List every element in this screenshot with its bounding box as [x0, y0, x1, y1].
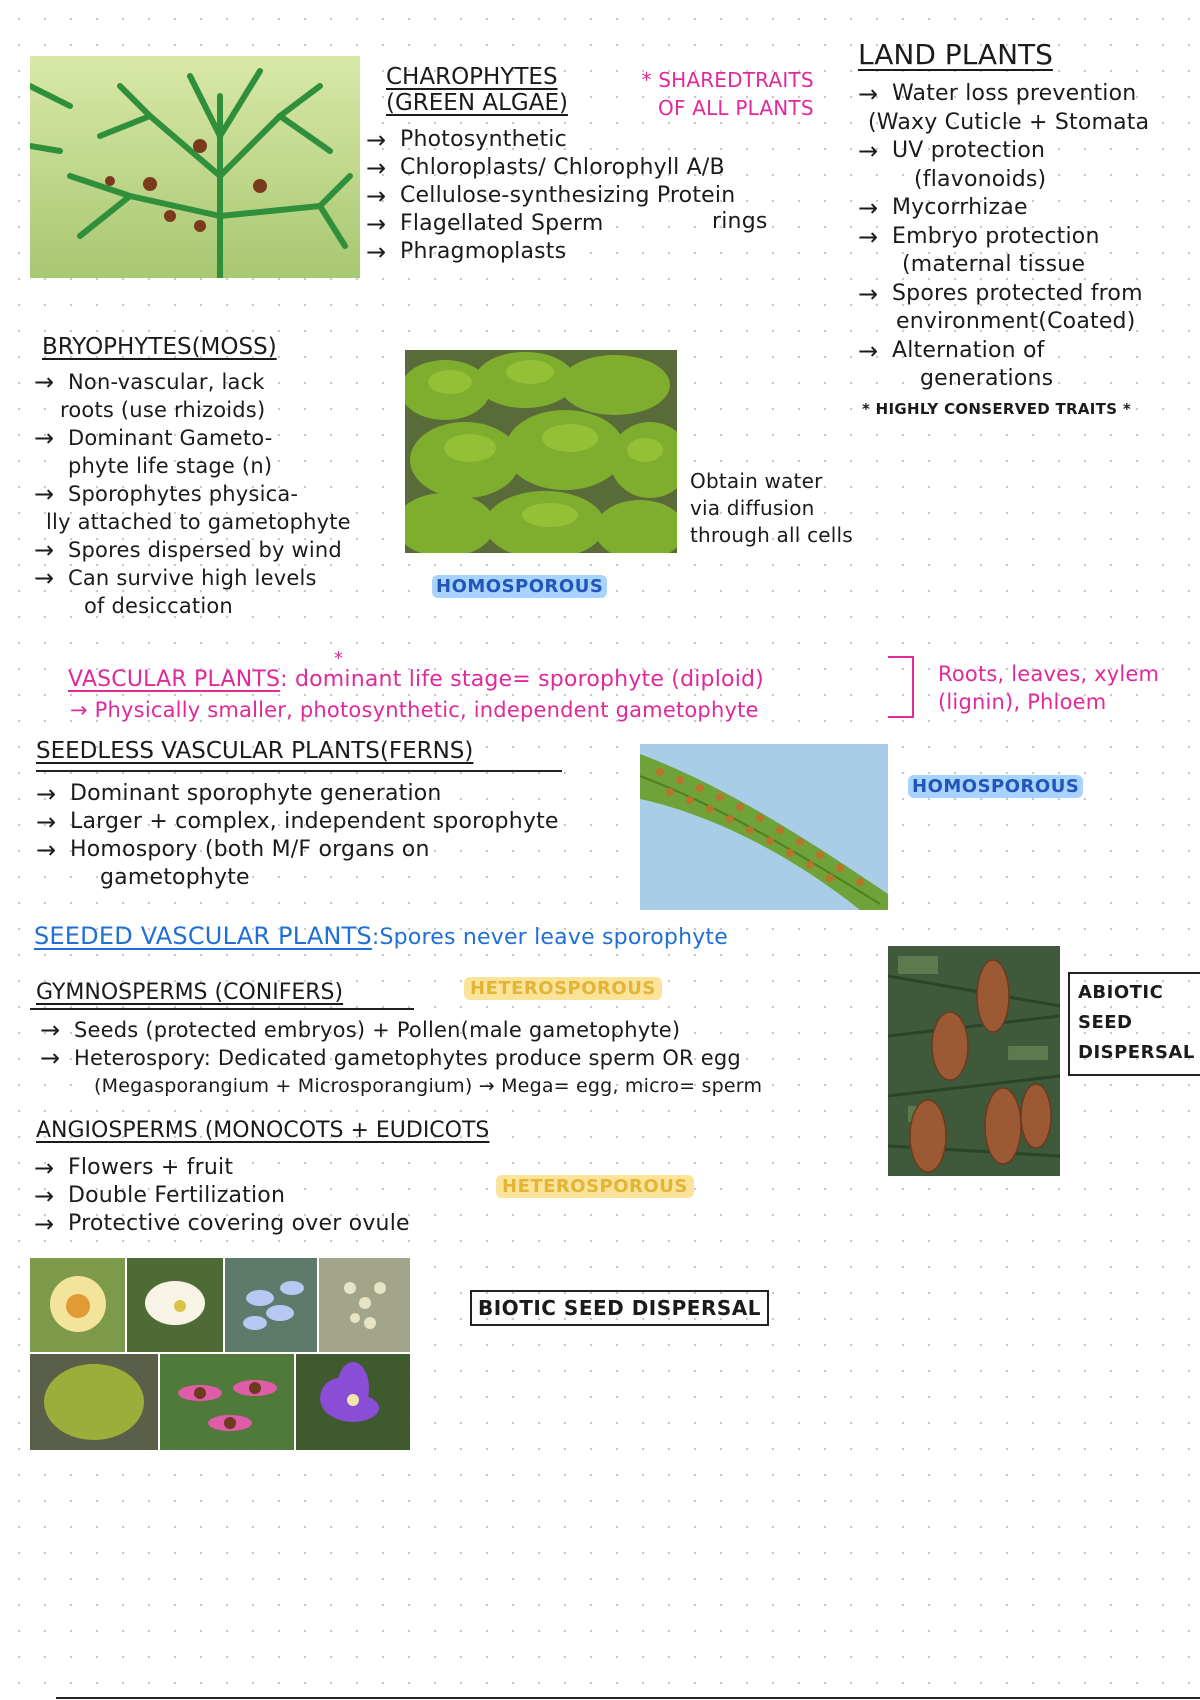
vascular-plants-heading: VASCULAR PLANTS: dominant life stage= sporophyte (diploid)	[68, 667, 764, 692]
list-item: → Photosynthetic	[366, 126, 735, 154]
shared-traits-label: * SHAREDTRAITS OF ALL PLANTS	[641, 68, 814, 120]
vascular-side-note: Roots, leaves, xylem (lignin), Phloem	[938, 662, 1160, 714]
charophyte-photo	[30, 56, 360, 278]
list-item: (flavonoids)	[914, 166, 1047, 192]
gymnosperms-title: GYMNOSPERMS (CONIFERS)	[36, 980, 344, 1005]
abiotic-dispersal-box: ABIOTIC SEED DISPERSAL	[1068, 972, 1200, 1076]
bryophytes-spore-tag: HOMOSPOROUS	[432, 576, 607, 597]
angiosperms-title: ANGIOSPERMS (MONOCOTS + EUDICOTS	[36, 1118, 490, 1143]
page-bottom-rule	[56, 1697, 1200, 1699]
list-item: → Double Fertilization	[34, 1182, 410, 1210]
asterisk-mark: *	[334, 648, 343, 669]
ferns-list	[36, 780, 559, 892]
list-item: → Chloroplasts/ Chlorophyll A/B	[366, 154, 735, 182]
biotic-dispersal-box: BIOTIC SEED DISPERSAL	[470, 1290, 769, 1326]
bryophytes-list	[34, 368, 351, 620]
list-item: → Protective covering over ovule	[34, 1210, 410, 1238]
list-item: → Phragmoplasts	[366, 238, 735, 266]
ferns-title: SEEDLESS VASCULAR PLANTS(FERNS)	[36, 738, 474, 764]
list-item: (Waxy Cuticle + Stomata	[868, 109, 1150, 135]
list-item: → Larger + complex, independent sporophyte	[36, 808, 559, 836]
charophytes-list	[366, 126, 735, 266]
angiosperms-list	[34, 1154, 410, 1238]
list-item: → Water loss prevention	[858, 80, 1149, 109]
conserved-traits-footnote: * HIGHLY CONSERVED TRAITS *	[862, 400, 1131, 418]
gymnosperms-title-underline	[30, 1008, 414, 1010]
list-item: (Megasporangium + Microsporangium) → Mega= egg, micro= sperm	[94, 1075, 763, 1097]
list-item: (maternal tissue	[902, 252, 1086, 277]
charophytes-title: CHAROPHYTES (GREEN ALGAE)	[386, 64, 568, 116]
list-item: gametophyte	[100, 865, 250, 890]
ferns-spore-tag: HOMOSPOROUS	[908, 776, 1083, 797]
list-item: → Flagellated Sperm	[366, 210, 735, 238]
list-item: environment(Coated)	[896, 309, 1136, 334]
seeded-vascular-heading: SEEDED VASCULAR PLANTS:Spores never leave sporophyte	[34, 922, 728, 950]
gymnosperms-spore-tag: HETEROSPOROUS	[464, 978, 662, 999]
arrow-icon: →	[70, 698, 95, 722]
vascular-plants-line2: → Physically smaller, photosynthetic, independent gametophyte	[70, 698, 759, 722]
list-item: → Dominant Gameto-	[34, 424, 351, 452]
fern-photo	[640, 744, 888, 910]
list-item: → Cellulose-synthesizing Protein	[366, 182, 735, 210]
gymnosperms-list	[40, 1016, 762, 1100]
list-item: → Spores dispersed by wind	[34, 536, 351, 564]
pinecone-photo	[888, 946, 1060, 1176]
ferns-title-underline	[36, 770, 562, 772]
land-plants-title: LAND PLANTS	[858, 38, 1053, 71]
list-item: → Seeds (protected embryos) + Pollen(male gametophyte)	[40, 1016, 762, 1044]
water-diffusion-note: Obtain water via diffusion through all cells	[690, 469, 853, 547]
flowers-photo-grid	[30, 1258, 410, 1450]
list-item: → UV protection	[858, 137, 1149, 166]
land-plants-list	[858, 80, 1149, 394]
list-item: → Can survive high levels	[34, 564, 351, 592]
list-item: → Flowers + fruit	[34, 1154, 410, 1182]
bryophytes-title: BRYOPHYTES(MOSS)	[42, 334, 277, 360]
list-item: → Dominant sporophyte generation	[36, 780, 559, 808]
list-item: → Homospory (both M/F organs on	[36, 836, 559, 864]
list-item: of desiccation	[84, 594, 233, 618]
list-item: → Spores protected from	[858, 280, 1149, 309]
list-item: → Heterospory: Dedicated gametophytes produce sperm OR egg	[40, 1044, 762, 1072]
moss-photo	[405, 350, 677, 553]
angiosperms-spore-tag: HETEROSPOROUS	[496, 1176, 694, 1197]
list-item: lly attached to gametophyte	[46, 510, 351, 534]
list-item: → Non-vascular, lack	[34, 368, 351, 396]
list-item: phyte life stage (n)	[68, 454, 273, 478]
list-item: generations	[920, 366, 1054, 391]
list-item: → Mycorrhizae	[858, 194, 1149, 223]
list-item: roots (use rhizoids)	[60, 398, 266, 422]
vascular-bracket	[888, 656, 914, 718]
list-item: → Alternation of	[858, 337, 1149, 366]
charophytes-continuation: rings	[712, 209, 768, 234]
list-item: → Embryo protection	[858, 223, 1149, 252]
list-item: → Sporophytes physica-	[34, 480, 351, 508]
